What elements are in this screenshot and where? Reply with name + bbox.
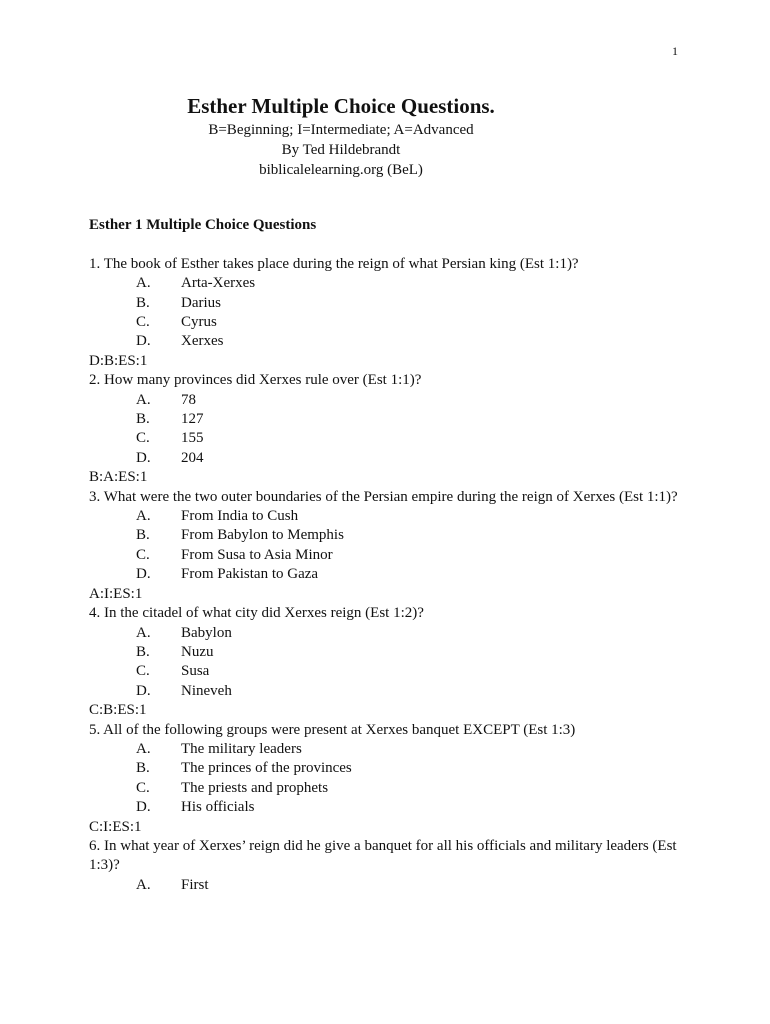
question-text: 4. In the citadel of what city did Xerxes reign (Est 1:2)? <box>89 605 424 622</box>
option-letter: D. <box>136 799 151 816</box>
option-letter: C. <box>136 546 150 563</box>
author-line: By Ted Hildebrandt <box>281 142 401 158</box>
answer-code: C:I:ES:1 <box>89 818 142 835</box>
answer-code: C:B:ES:1 <box>89 702 147 719</box>
question-block <box>89 488 689 604</box>
option-text: Babylon <box>181 624 232 641</box>
answer-code: A:I:ES:1 <box>89 585 143 602</box>
answer-option <box>89 682 689 701</box>
option-letter: B. <box>136 294 150 311</box>
option-text: Xerxes <box>181 333 224 350</box>
site-line: biblicalelearning.org (BeL) <box>259 162 423 178</box>
answer-option <box>89 526 689 545</box>
question-block <box>89 371 689 487</box>
answer-option <box>89 798 689 817</box>
question-block <box>89 837 689 895</box>
answer-option <box>89 546 689 565</box>
question-text: 5. All of the following groups were present at Xerxes banquet EXCEPT (Est 1:3) <box>89 721 576 738</box>
option-text: Susa <box>181 663 210 680</box>
option-text: Arta-Xerxes <box>181 275 256 292</box>
answer-option <box>89 313 689 332</box>
question-text: 6. In what year of Xerxes’ reign did he give a banquet for all his officials and military leaders (Est 1:3)? <box>89 837 677 874</box>
option-letter: D. <box>136 449 151 466</box>
option-text: His officials <box>181 799 255 816</box>
answer-option <box>89 565 689 584</box>
option-text: The princes of the provinces <box>181 760 352 777</box>
difficulty-legend: B=Beginning; I=Intermediate; A=Advanced <box>208 122 474 138</box>
answer-code: D:B:ES:1 <box>89 352 148 369</box>
option-letter: C. <box>136 779 150 796</box>
answer-option <box>89 507 689 526</box>
answer-option <box>89 294 689 313</box>
option-letter: D. <box>136 682 151 699</box>
option-text: 204 <box>181 449 204 466</box>
answer-option <box>89 624 689 643</box>
question-block <box>89 255 689 371</box>
option-letter: B. <box>136 643 150 660</box>
answer-option <box>89 876 689 895</box>
option-text: Cyrus <box>181 314 217 331</box>
answer-option <box>89 391 689 410</box>
answer-option <box>89 779 689 798</box>
answer-option <box>89 410 689 429</box>
option-text: Nuzu <box>181 643 214 660</box>
option-text: The priests and prophets <box>181 779 329 796</box>
option-text: Darius <box>181 294 221 311</box>
option-letter: C. <box>136 314 150 331</box>
option-text: The military leaders <box>181 740 302 757</box>
option-letter: A. <box>136 508 151 525</box>
answer-option <box>89 643 689 662</box>
option-text: From Babylon to Memphis <box>181 527 344 544</box>
question-text: 2. How many provinces did Xerxes rule over (Est 1:1)? <box>89 372 422 389</box>
section-title: Esther 1 Multiple Choice Questions <box>89 217 317 233</box>
option-text: 155 <box>181 430 204 447</box>
question-block <box>89 721 689 837</box>
document-content <box>89 216 689 895</box>
option-letter: A. <box>136 624 151 641</box>
option-letter: A. <box>136 391 151 408</box>
answer-option <box>89 274 689 293</box>
question-text: 3. What were the two outer boundaries of the Persian empire during the reign of Xerxes (Est 1:1)? <box>89 488 678 505</box>
option-letter: A. <box>136 275 151 292</box>
option-letter: A. <box>136 740 151 757</box>
question-list <box>89 255 689 895</box>
question-text: 1. The book of Esther takes place during the reign of what Persian king (Est 1:1)? <box>89 255 579 272</box>
option-text: 78 <box>181 391 196 408</box>
option-letter: B. <box>136 411 150 428</box>
option-letter: C. <box>136 663 150 680</box>
option-letter: B. <box>136 527 150 544</box>
option-letter: D. <box>136 333 151 350</box>
option-text: First <box>181 876 209 893</box>
document-title: Esther Multiple Choice Questions. <box>187 94 495 118</box>
answer-code: B:A:ES:1 <box>89 469 148 486</box>
answer-option <box>89 332 689 351</box>
option-letter: B. <box>136 760 150 777</box>
answer-option <box>89 662 689 681</box>
option-letter: A. <box>136 876 151 893</box>
option-text: From India to Cush <box>181 508 299 525</box>
answer-option <box>89 740 689 759</box>
option-text: 127 <box>181 411 204 428</box>
answer-option <box>89 429 689 448</box>
document-header <box>0 92 682 180</box>
answer-option <box>89 759 689 778</box>
option-letter: C. <box>136 430 150 447</box>
question-block <box>89 604 689 720</box>
option-text: From Pakistan to Gaza <box>181 566 319 583</box>
option-letter: D. <box>136 566 151 583</box>
page-number: 1 <box>672 44 678 58</box>
answer-option <box>89 449 689 468</box>
option-text: Nineveh <box>181 682 232 699</box>
option-text: From Susa to Asia Minor <box>181 546 333 563</box>
